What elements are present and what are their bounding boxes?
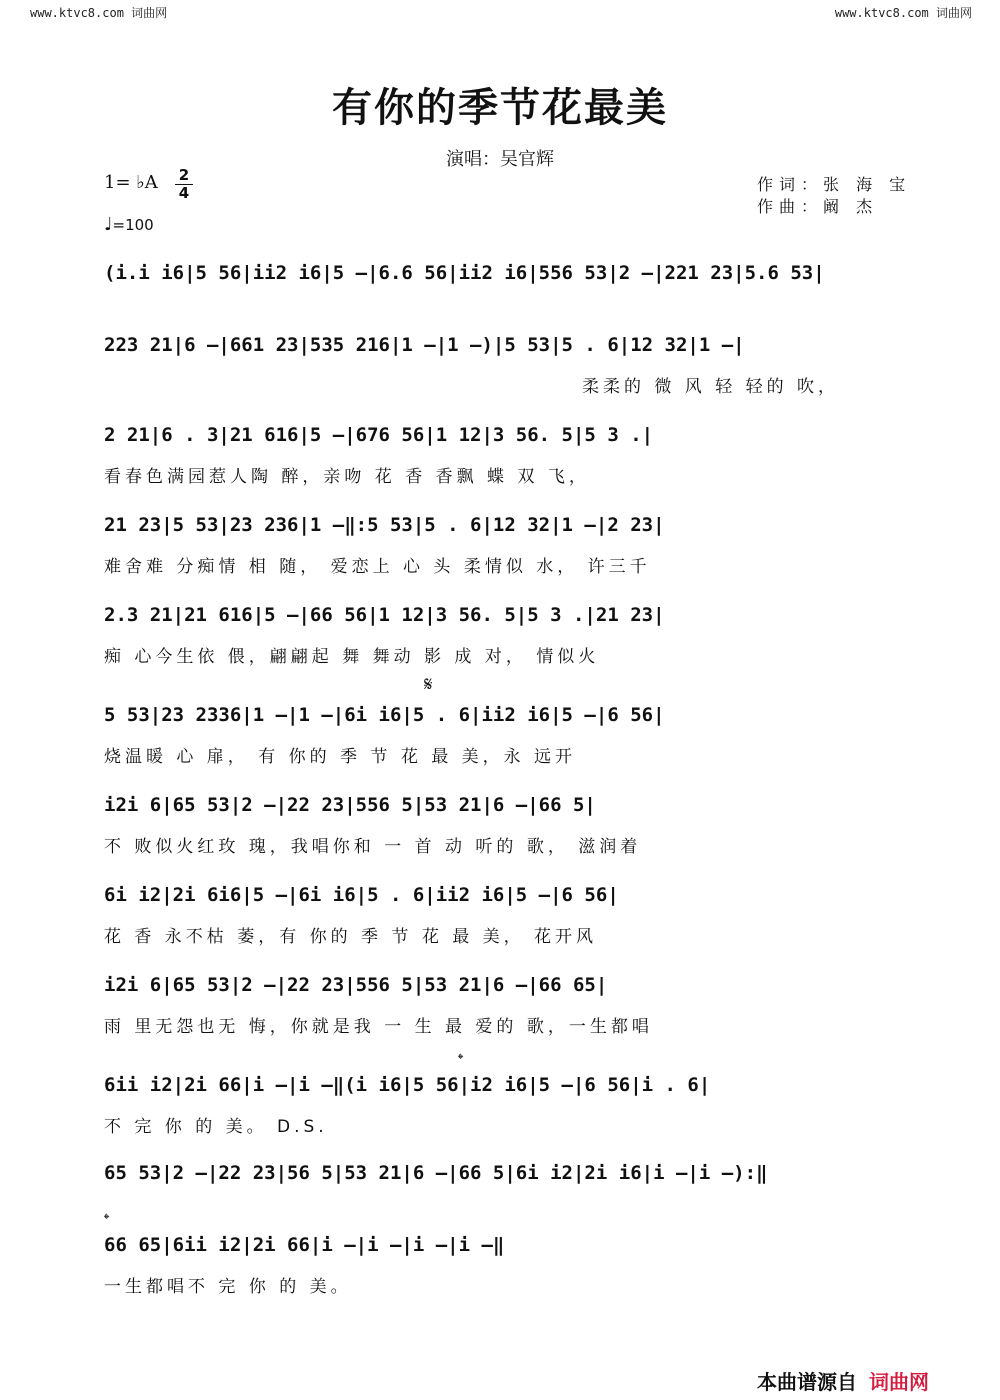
lyric-line-3: 看春色满园惹人陶 醉，亲吻 花 香 香飘 蝶 双 飞， [104,467,590,487]
composer-credit: 作曲：阚 杰 [757,197,879,216]
singer-credit: 演唱：吴官辉 [446,149,554,170]
segno-icon: 𝄋 [424,672,433,696]
watermark-right: www.ktvc8.com 词曲网 [834,6,972,20]
lyric-line-6: 烧温暖 心 扉， 有 你的 季 节 花 最 美，永 远开 [104,747,577,767]
score-line-2: 223 21|6 –|661 23|535 216|1 –|1 –)|5 53|5 . 6|12 32|1 –| [104,334,745,356]
song-title: 有你的季节花最美 [332,84,668,131]
score-line-7: i2i 6|65 53|2 –|22 23|556 5|53 21|6 –|66 5| [104,794,596,816]
time-signature [175,168,193,201]
score-line-12: 66 65|6ii i2|2i 66|i –|i –|i –|i –‖ [104,1234,505,1256]
lyric-line-12: 一生都唱不 完 你 的 美。 [104,1277,352,1297]
quarter-note-icon: ♩ [104,214,113,235]
score-line-9: i2i 6|65 53|2 –|22 23|556 5|53 21|6 –|66 65| [104,974,608,996]
score-line-5: 2.3 21|21 616|5 –|66 56|1 12|3 56. 5|5 3 .|21 23| [104,604,665,626]
score-line-3: 2 21|6 . 3|21 616|5 –|676 56|1 12|3 56. 5|5 3 .| [104,424,654,446]
score-line-6: 5 53|23 2336|1 –|1 –|6i i6|5 . 6|ii2 i6|5 –|6 56| [104,704,665,726]
key-signature: 1= ♭A [104,172,158,193]
score-line-10: 6ii i2|2i 66|i –|i –‖(i i6|5 56|i2 i6|5 –|6 56|i . 6| [104,1074,711,1096]
coda-icon-final: 𝄌 [104,1210,110,1228]
lyric-line-10: 不 完 你 的 美。 D.S. [104,1117,328,1137]
lyric-line-7: 不 败似火红玫 瑰，我唱你和 一 首 动 听的 歌， 滋润着 [104,837,642,857]
lyric-line-5: 痴 心今生依 偎，翩翩起 舞 舞动 影 成 对， 情似火 [104,647,600,667]
score-line-1: (i.i i6|5 56|ii2 i6|5 –|6.6 56|ii2 i6|556 53|2 –|221 23|5.6 53| [104,262,825,284]
tempo-value: =100 [112,216,154,234]
lyricist-credit: 作词：张 海 宝 [757,175,912,194]
time-signature-bottom: 4 [178,184,190,202]
coda-icon: 𝄌 [458,1050,464,1068]
footer-brand-link[interactable]: 词曲网 [869,1370,929,1394]
lyric-line-8: 花 香 永不枯 萎，有 你的 季 节 花 最 美， 花开风 [104,927,598,947]
score-line-4: 21 23|5 53|23 236|1 –‖:5 53|5 . 6|12 32|1 –|2 23| [104,514,665,536]
score-line-8: 6i i2|2i 6i6|5 –|6i i6|5 . 6|ii2 i6|5 –|6 56| [104,884,619,906]
lyric-line-2: 柔柔的 微 风 轻 轻的 吹， [582,377,840,397]
score-line-11: 65 53|2 –|22 23|56 5|53 21|6 –|66 5|6i i2|2i i6|i –|i –):‖ [104,1162,768,1184]
credits [757,174,911,218]
time-signature-top: 2 [178,166,190,184]
lyric-line-4: 难舍难 分痴情 相 随， 爱恋上 心 头 柔情似 水， 许三千 [104,557,651,577]
tempo-marking [104,214,154,235]
footer-source-text: 本曲谱源自 [757,1370,857,1394]
watermark-left: www.ktvc8.com 词曲网 [30,6,168,20]
footer-source [757,1366,929,1395]
lyric-line-9: 雨 里无怨也无 悔，你就是我 一 生 最 爱的 歌，一生都唱 [104,1017,653,1037]
